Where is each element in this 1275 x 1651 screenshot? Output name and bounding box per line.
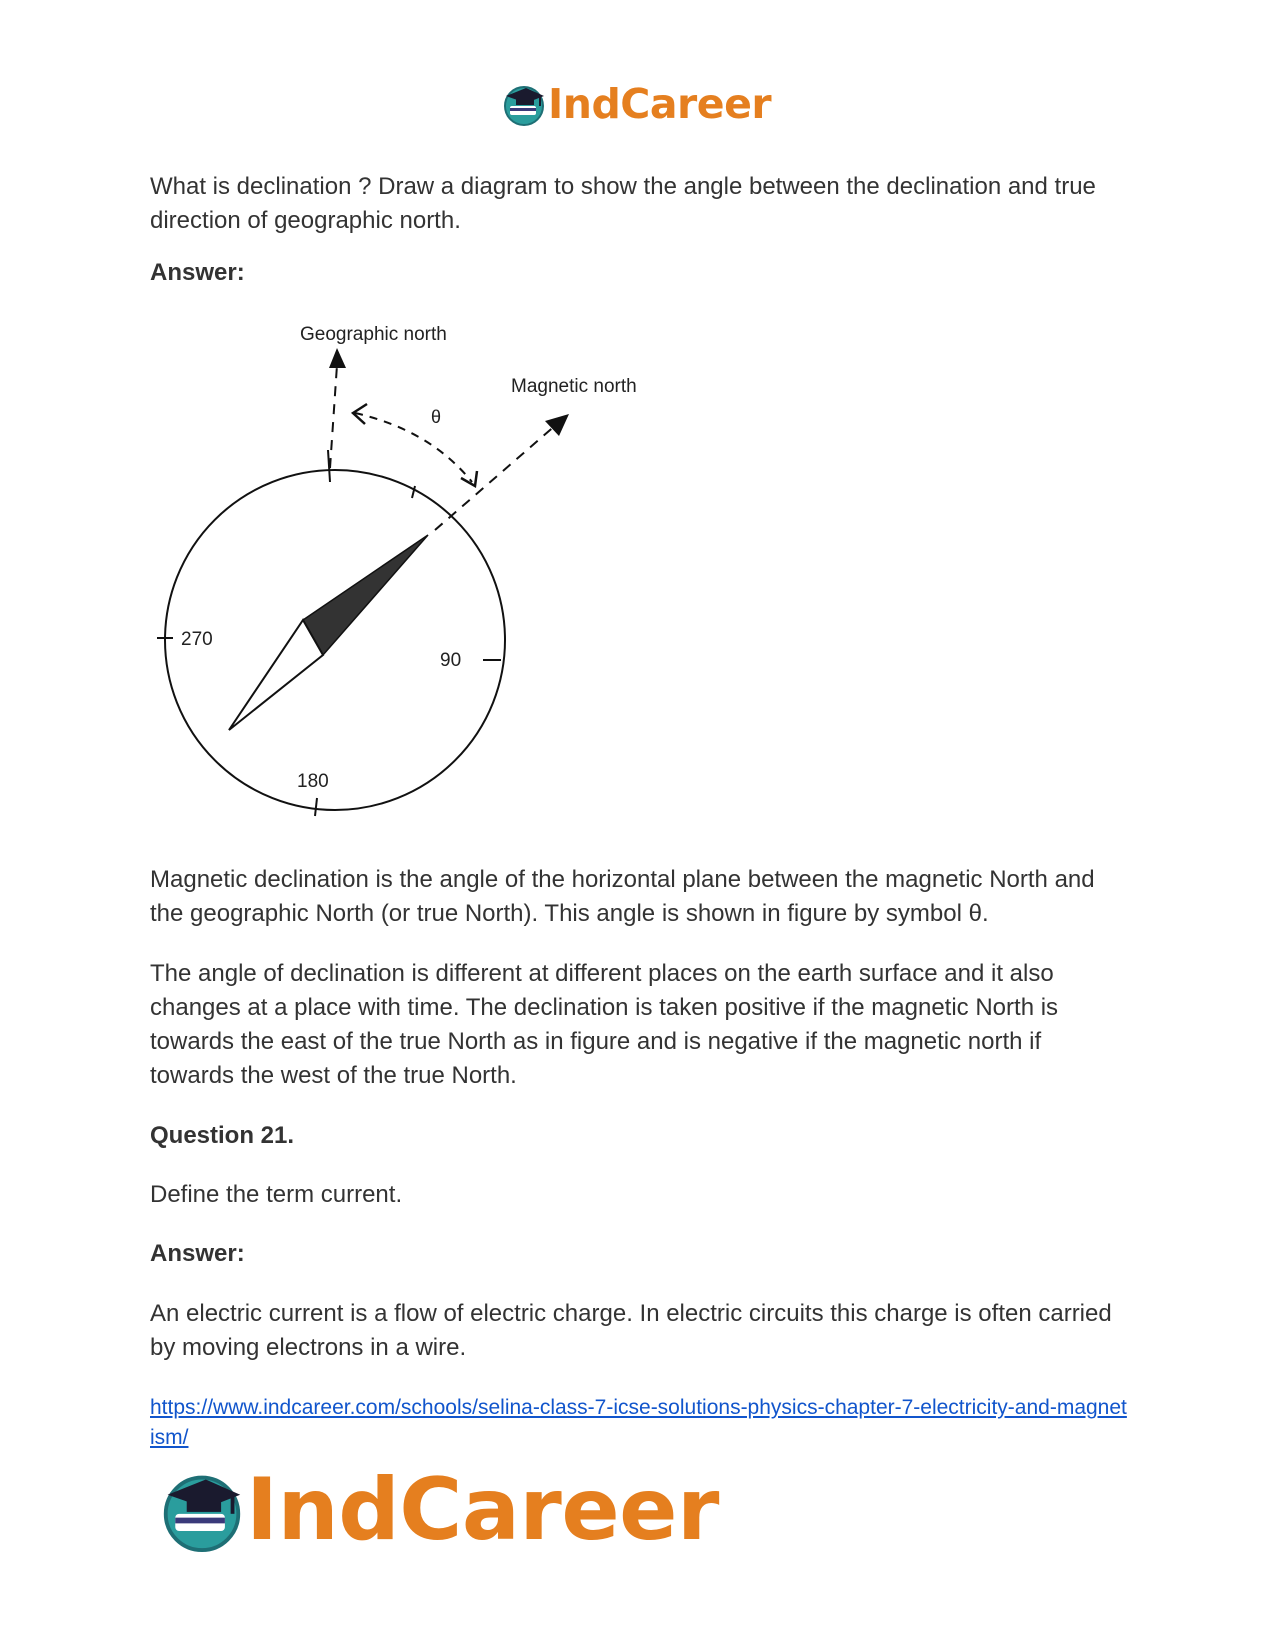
question-21-text: Define the term current. bbox=[150, 1181, 403, 1208]
geographic-north-line bbox=[330, 365, 337, 468]
needle-north-half bbox=[303, 535, 428, 655]
geographic-north-arrowhead bbox=[329, 348, 346, 368]
theta-arc bbox=[355, 413, 472, 482]
label-theta: θ bbox=[431, 407, 442, 427]
label-geographic-north: Geographic north bbox=[300, 324, 447, 345]
graduation-cap-globe-icon bbox=[502, 82, 546, 126]
logo-text: IndCareer bbox=[548, 80, 772, 128]
logo-text: IndCareer bbox=[246, 1460, 719, 1560]
question-21-label: Question 21. bbox=[150, 1122, 295, 1149]
footer-logo bbox=[160, 1462, 719, 1558]
answer-label-2: Answer: bbox=[150, 1240, 245, 1267]
label-magnetic-north: Magnetic north bbox=[511, 376, 637, 397]
source-link[interactable]: https://www.indcareer.com/schools/selina-class-7-icse-solutions-physics-chapter-7-electricity-and-magnetism/ bbox=[150, 1396, 1127, 1449]
paragraph-declination-definition: Magnetic declination is the angle of the horizontal plane between the magnetic North and the geographic North (or true North). This angle is shown in figure by symbol θ. bbox=[150, 866, 1095, 927]
label-90: 90 bbox=[440, 650, 462, 671]
label-180: 180 bbox=[297, 771, 329, 792]
header-logo bbox=[502, 76, 771, 132]
tick-180 bbox=[315, 798, 317, 816]
magnetic-north-line bbox=[435, 424, 557, 530]
magnetic-north-arrowhead bbox=[545, 414, 569, 436]
needle-south-half bbox=[229, 620, 323, 730]
graduation-cap-globe-icon bbox=[160, 1468, 244, 1552]
answer-label: Answer: bbox=[150, 259, 245, 286]
label-270: 270 bbox=[181, 629, 213, 650]
question-text: What is declination ? Draw a diagram to show the angle between the declination and true direction of geographic north. bbox=[150, 173, 1096, 234]
answer-21-text: An electric current is a flow of electric charge. In electric circuits this charge is often carried by moving electrons in a wire. bbox=[150, 1300, 1112, 1361]
paragraph-declination-sign: The angle of declination is different at different places on the earth surface and it also changes at a place with time. The declination is taken positive if the magnetic North is towards the east of the true North as in figure and is negative if the magnetic north if towards the west of the true North. bbox=[150, 960, 1059, 1089]
declination-diagram bbox=[145, 320, 685, 820]
